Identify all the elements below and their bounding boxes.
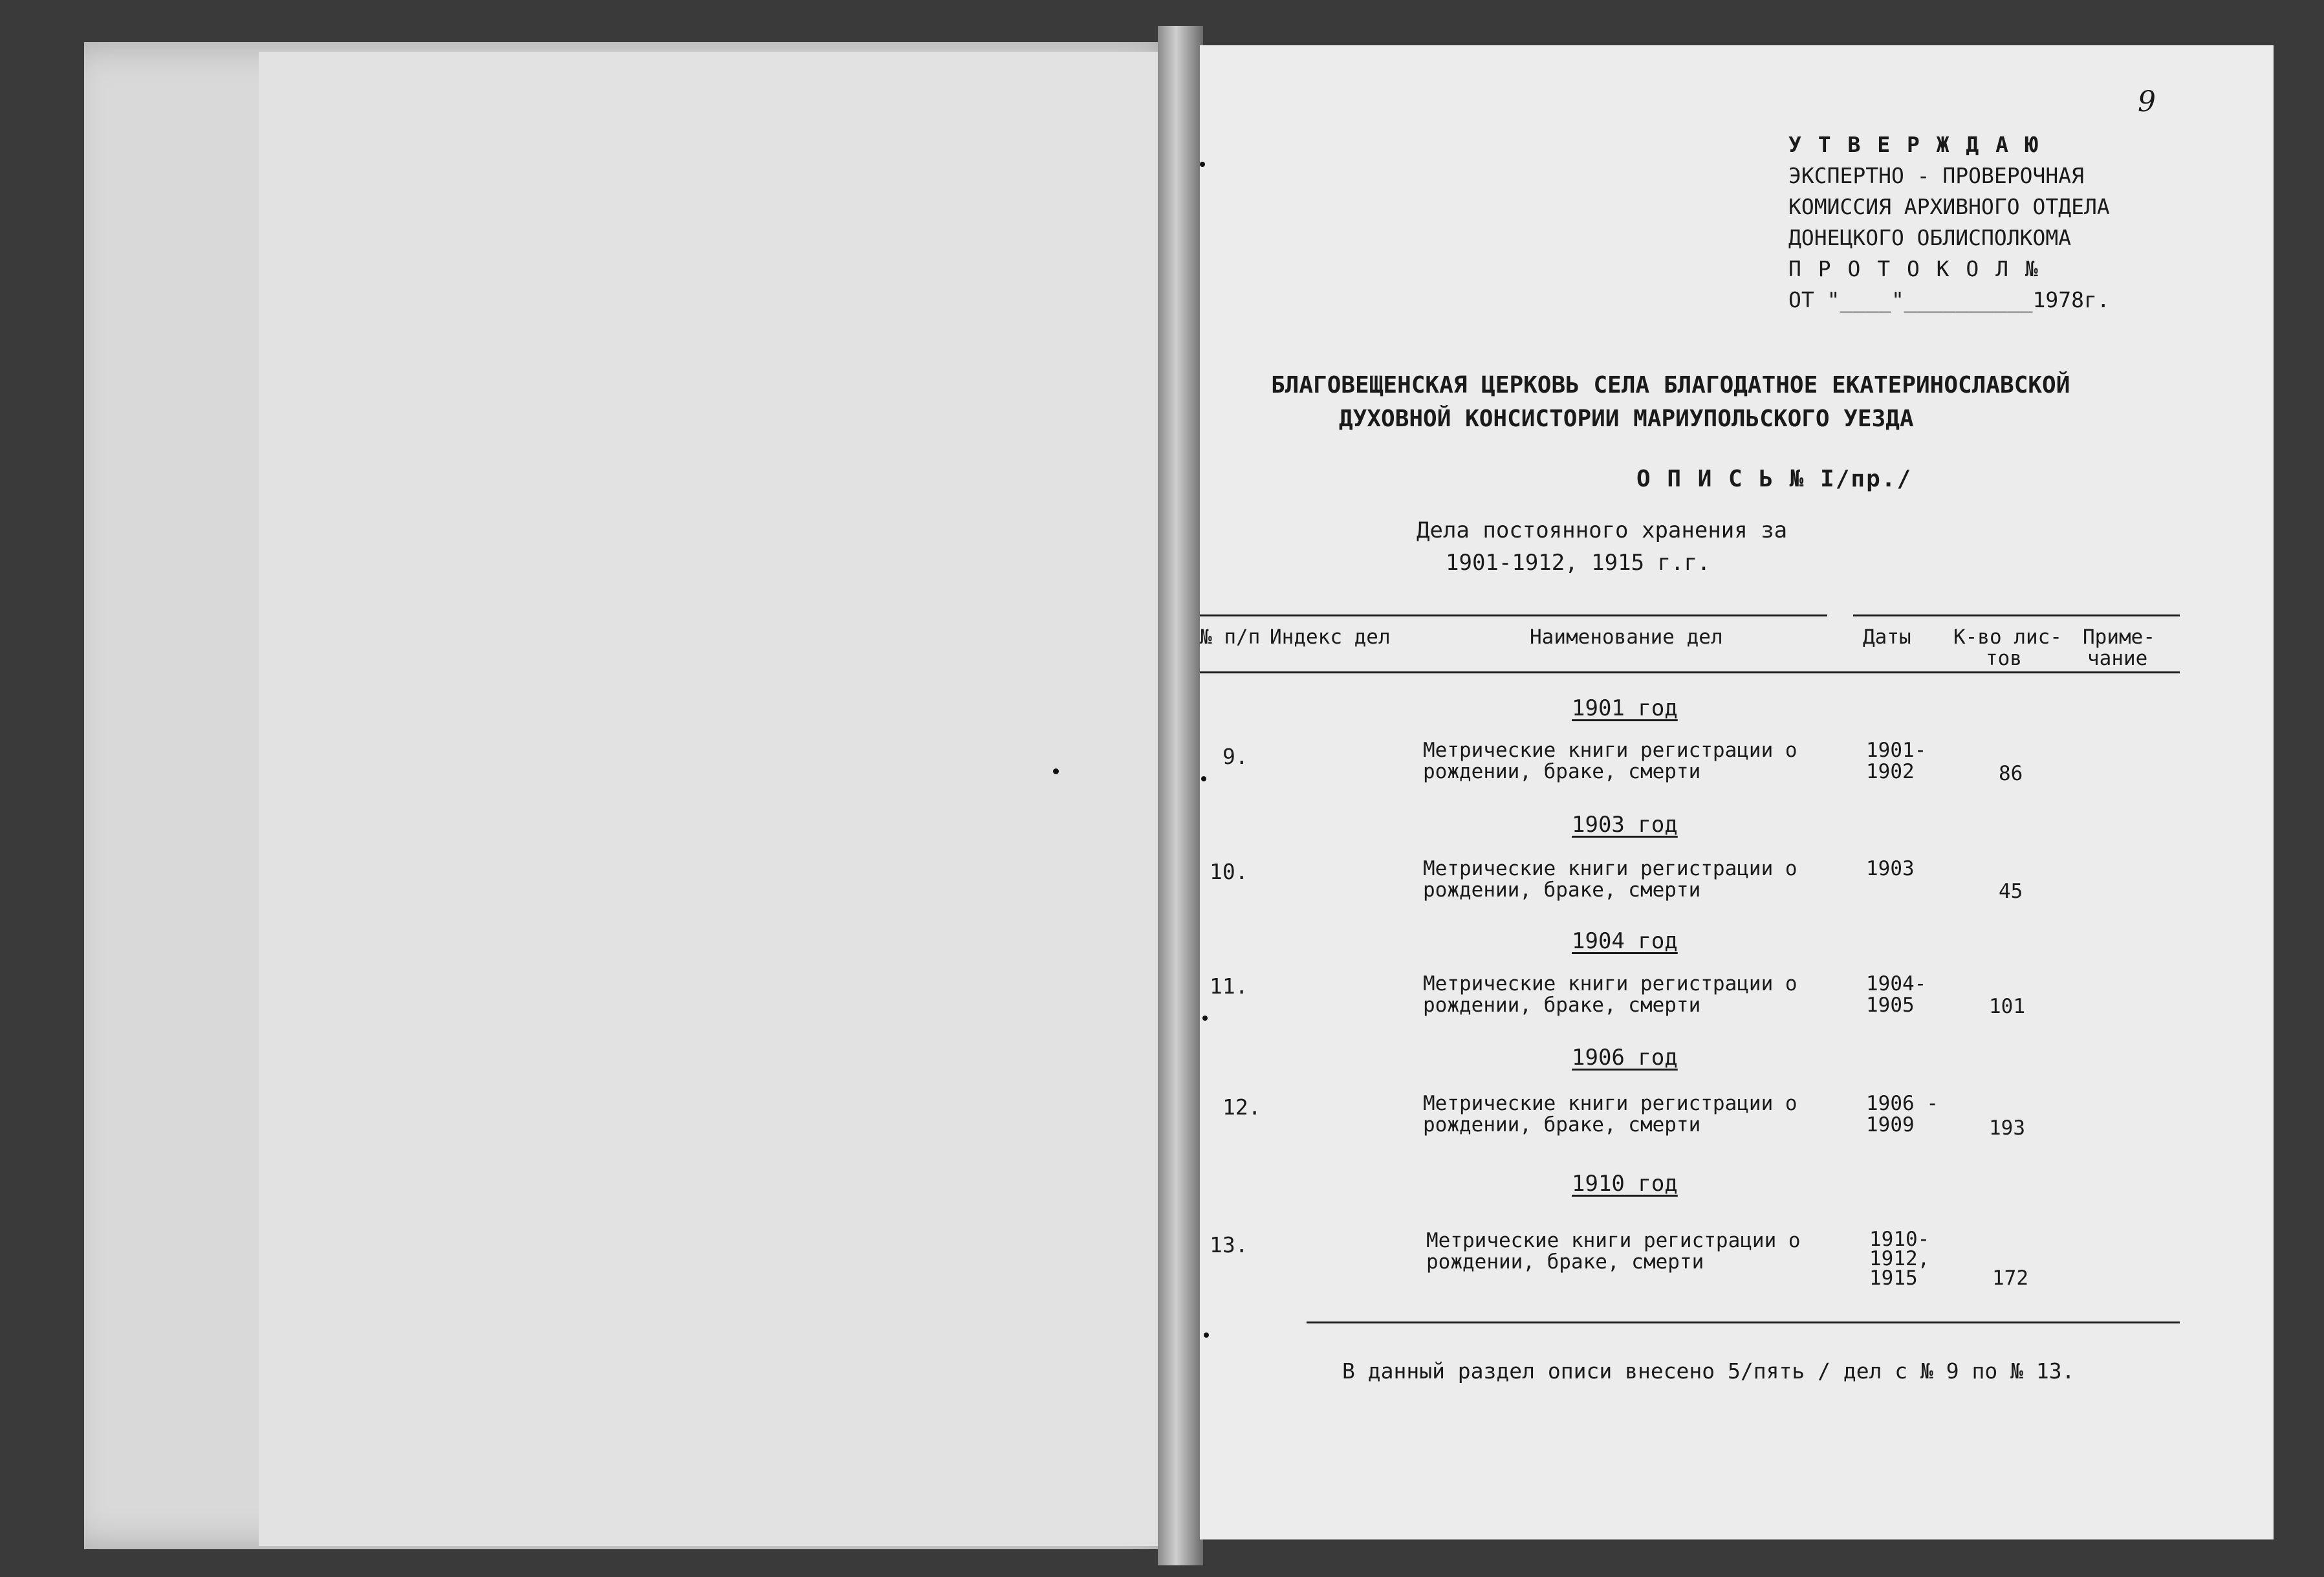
header-notes-2: чание: [2087, 647, 2148, 670]
row-sheets: 172: [1992, 1267, 2028, 1290]
ink-dot: [1053, 768, 1059, 774]
row-name-line-1: Метрические книги регистрации о: [1423, 1092, 1797, 1115]
row-name-line-1: Метрические книги регистрации о: [1423, 857, 1797, 880]
header-sheets-1: К-во лис-: [1953, 625, 2062, 649]
page-number: 9: [2138, 85, 2156, 118]
row-name-line-2: рождении, браке, смерти: [1423, 878, 1701, 902]
row-number: 9.: [1222, 744, 1248, 769]
footer-summary: В данный раздел описи внесено 5/пять / дел с № 9 по № 13.: [1342, 1358, 2075, 1384]
row-sheets: 193: [1989, 1116, 2025, 1140]
row-name-line-1: Метрические книги регистрации о: [1426, 1229, 1801, 1252]
row-sheets: 45: [1999, 880, 2023, 903]
approval-line-6: ОТ "____"__________1978г.: [1788, 287, 2110, 312]
year-heading: 1901 год: [1572, 695, 1678, 721]
row-dates-line-3: 1915: [1869, 1267, 1918, 1290]
approval-line-3: КОМИССИЯ АРХИВНОГО ОТДЕЛА: [1788, 194, 2110, 219]
binding-hole-mark: [1204, 1332, 1209, 1338]
year-heading: 1910 год: [1572, 1171, 1678, 1197]
header-name: Наименование дел: [1530, 625, 1723, 649]
approval-stamp: [1788, 129, 2110, 316]
fund-title-line-1: БЛАГОВЕЩЕНСКАЯ ЦЕРКОВЬ СЕЛА БЛАГОДАТНОЕ ЕКАТЕРИНОСЛАВСКОЙ: [1271, 372, 2070, 398]
table-top-rule-left: [1200, 614, 1827, 616]
row-dates-line-1: 1904-: [1866, 972, 1927, 995]
approval-line-1: У Т В Е Р Ж Д А Ю: [1788, 132, 2040, 157]
table-top-rule-right: [1853, 614, 2180, 616]
book-spine: [1158, 26, 1203, 1565]
binding-hole-mark: [1201, 776, 1206, 781]
year-heading: 1903 год: [1572, 812, 1678, 838]
row-dates-line-2: 1902: [1866, 760, 1915, 783]
left-page-inner-sheet: [259, 52, 1177, 1546]
right-page: [1200, 45, 2274, 1539]
year-heading: 1906 год: [1572, 1045, 1678, 1071]
header-num: № п/п: [1200, 625, 1261, 649]
binding-hole-mark: [1200, 162, 1205, 167]
row-sheets: 101: [1989, 995, 2025, 1018]
header-notes-1: Приме-: [2083, 625, 2155, 649]
approval-line-2: ЭКСПЕРТНО - ПРОВЕРОЧНАЯ: [1788, 163, 2084, 188]
opis-title: О П И С Ь № I/пр./: [1636, 466, 1913, 492]
fund-title-line-2: ДУХОВНОЙ КОНСИСТОРИИ МАРИУПОЛЬСКОГО УЕЗДА: [1339, 406, 1914, 432]
row-dates-line-1: 1901-: [1866, 739, 1927, 762]
row-dates-line-2: 1912,: [1869, 1247, 1930, 1270]
row-dates-line-1: 1903: [1866, 857, 1915, 880]
section-title-line-1: Дела постоянного хранения за: [1417, 517, 1788, 543]
table-bottom-rule: [1307, 1321, 2180, 1323]
section-title-line-2: 1901-1912, 1915 г.г.: [1446, 550, 1711, 576]
row-name-line-1: Метрические книги регистрации о: [1423, 739, 1797, 762]
year-heading: 1904 год: [1572, 928, 1678, 954]
header-sheets-2: тов: [1986, 647, 2022, 670]
header-index: Индекс дел: [1270, 625, 1391, 649]
row-dates-line-2: 1905: [1866, 994, 1915, 1017]
approval-line-4: ДОНЕЦКОГО ОБЛИСПОЛКОМА: [1788, 225, 2072, 250]
table-header-rule: [1200, 671, 2180, 673]
row-number: 13.: [1210, 1232, 1248, 1257]
row-name-line-2: рождении, браке, смерти: [1423, 994, 1701, 1017]
row-number: 12.: [1222, 1094, 1261, 1120]
row-name-line-2: рождении, браке, смерти: [1426, 1250, 1704, 1274]
row-number: 10.: [1210, 859, 1248, 884]
row-sheets: 86: [1999, 762, 2023, 785]
row-name-line-2: рождении, браке, смерти: [1423, 760, 1701, 783]
header-dates: Даты: [1863, 625, 1911, 649]
row-name-line-2: рождении, браке, смерти: [1423, 1113, 1701, 1137]
row-dates-line-2: 1909: [1866, 1113, 1915, 1137]
row-number: 11.: [1210, 973, 1248, 999]
binding-hole-mark: [1202, 1016, 1208, 1021]
row-name-line-1: Метрические книги регистрации о: [1423, 972, 1797, 995]
row-dates-line-1: 1906 -: [1866, 1092, 1938, 1115]
approval-line-5: П Р О Т О К О Л №: [1788, 256, 2040, 281]
row-dates-line-1: 1910-: [1869, 1228, 1930, 1251]
